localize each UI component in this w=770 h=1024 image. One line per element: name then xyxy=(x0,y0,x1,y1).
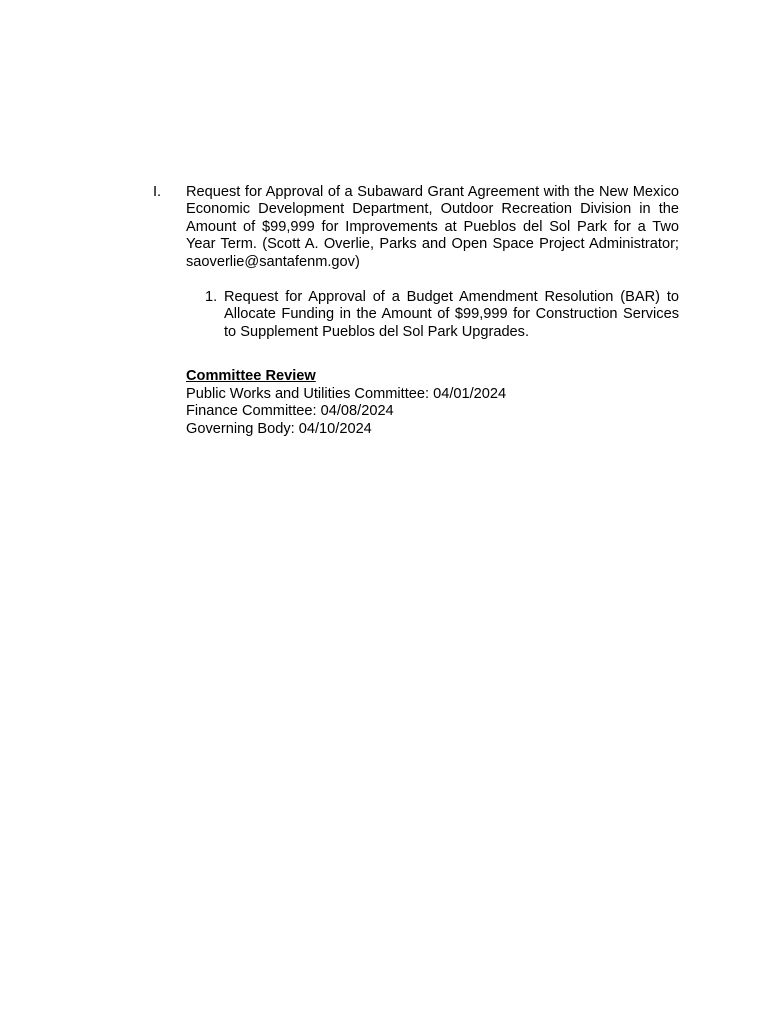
agenda-item-text: Request for Approval of a Subaward Grant Agreement with the New Mexico Economic Development Department, Outdoor Recreation Division in the Amount of $99,999 for Improvements at Pueblos del Sol Park for a Two Year Term. (Scott A. Overlie, Parks and Open Space Project Administrator; saoverlie@santafenm.gov) xyxy=(186,184,679,270)
committee-review-heading: Committee Review xyxy=(186,368,316,384)
sub-item-text: Request for Approval of a Budget Amendment Resolution (BAR) to Allocate Funding in the Amount of $99,999 for Construction Services to Supplement Pueblos del Sol Park Upgrades. xyxy=(224,289,679,340)
committee-review-line: Governing Body: 04/10/2024 xyxy=(186,420,372,437)
agenda-item-marker: I. xyxy=(153,184,162,200)
committee-review-section xyxy=(186,368,679,438)
committee-review-line: Finance Committee: 04/08/2024 xyxy=(186,403,394,420)
sub-item-marker: 1. xyxy=(205,289,218,305)
committee-review-line: Public Works and Utilities Committee: 04/01/2024 xyxy=(186,385,507,402)
